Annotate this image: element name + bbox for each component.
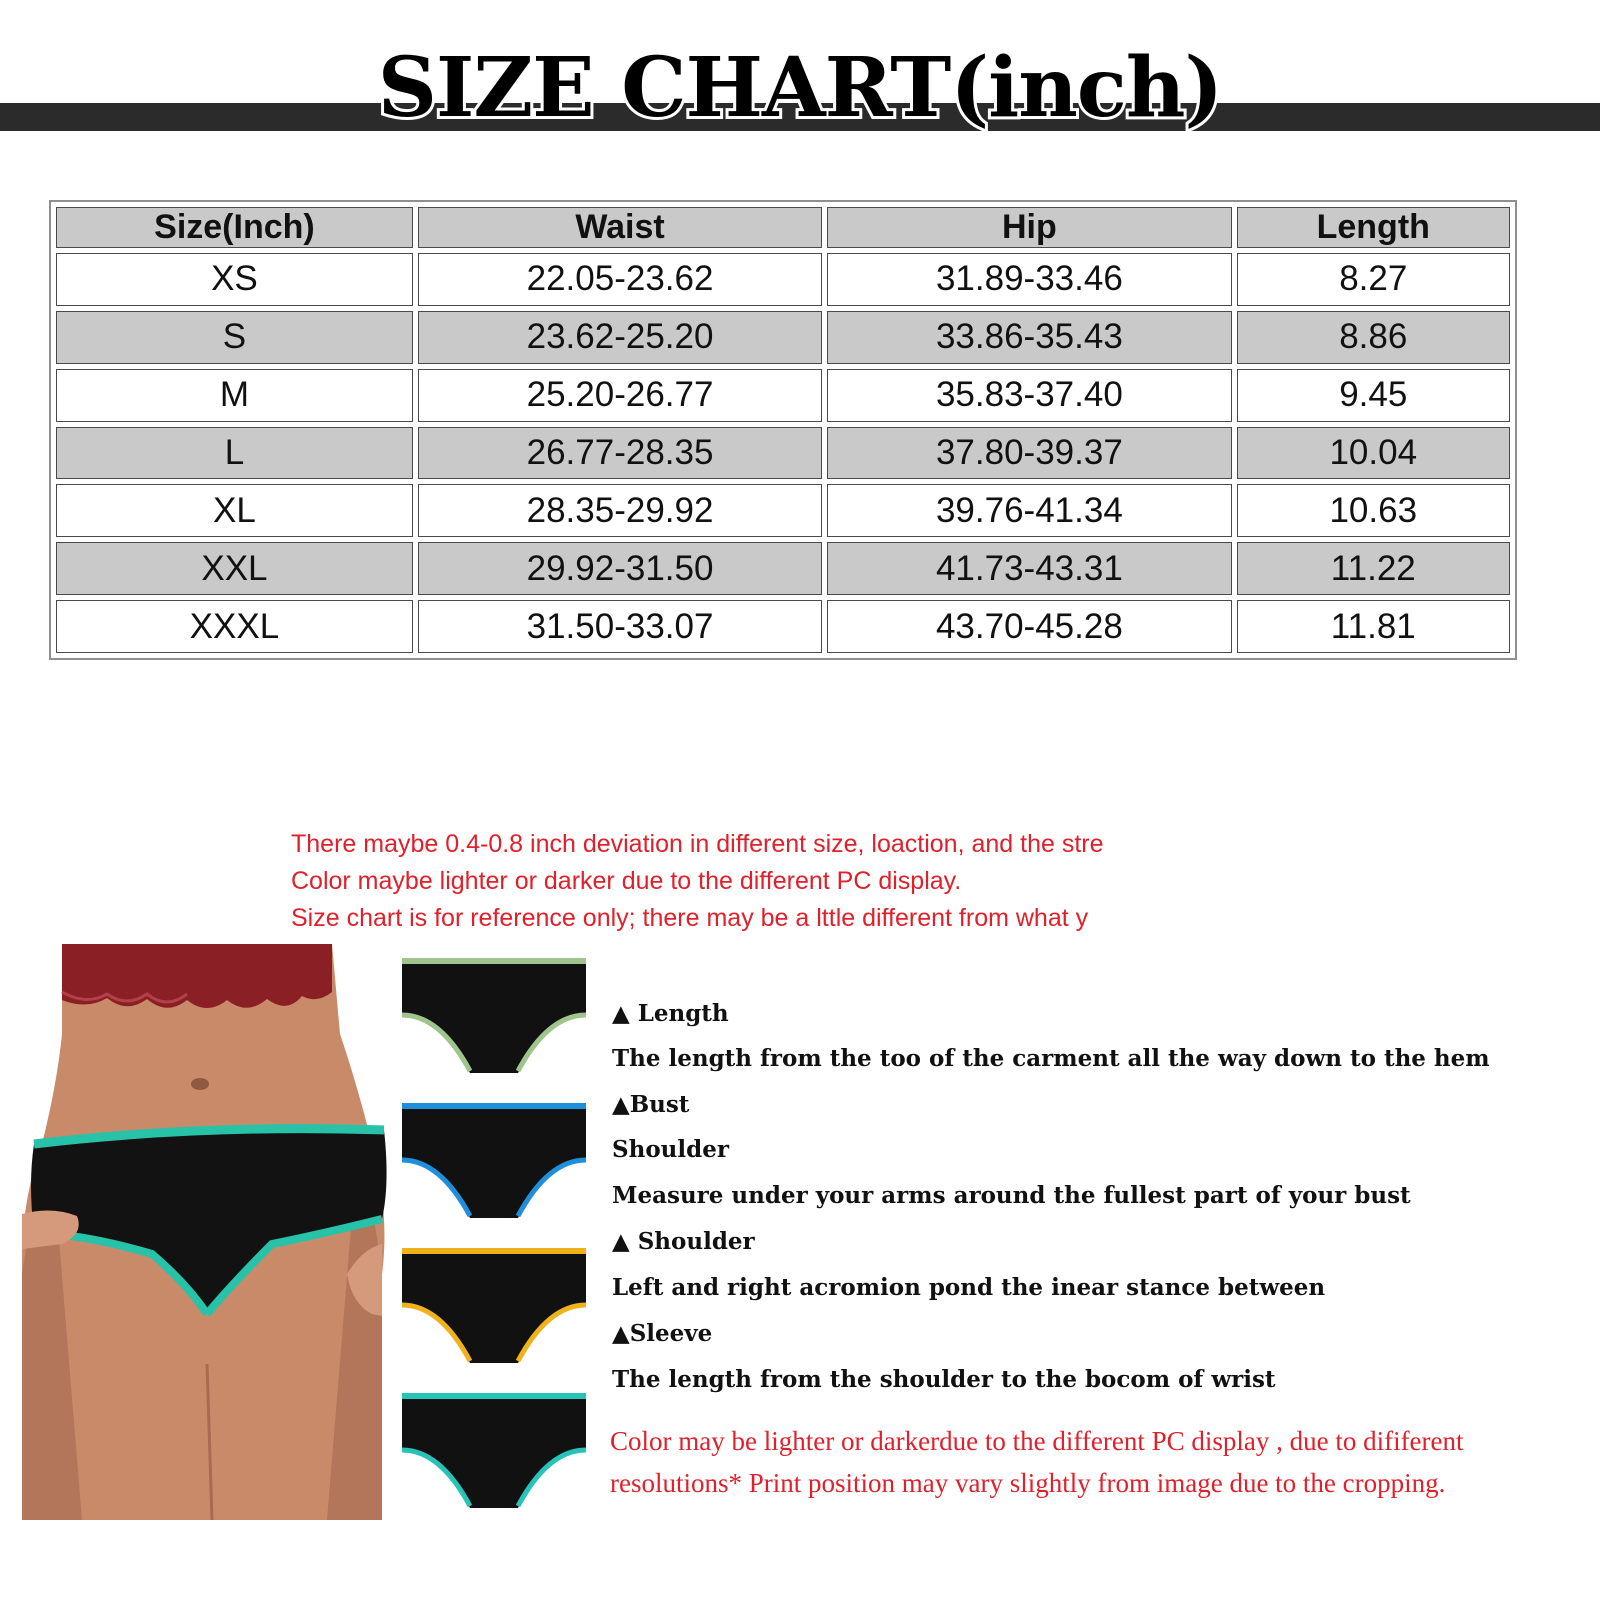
header-length: Length	[1237, 207, 1510, 248]
cell-size: XXXL	[56, 600, 413, 653]
table-row	[56, 369, 1510, 422]
cell-size: L	[56, 427, 413, 480]
cell-size: S	[56, 311, 413, 364]
cell-waist: 22.05-23.62	[418, 253, 822, 306]
table-row	[56, 427, 1510, 480]
deviation-notes	[291, 826, 1149, 942]
shoulder-heading: ▲ Shoulder	[612, 1228, 755, 1255]
cell-length: 11.81	[1237, 600, 1510, 653]
bust-subheading: Shoulder	[612, 1136, 729, 1163]
cell-waist: 25.20-26.77	[418, 369, 822, 422]
cell-hip: 43.70-45.28	[827, 600, 1231, 653]
color-disclaimer	[610, 1420, 1560, 1504]
cell-hip: 39.76-41.34	[827, 484, 1231, 537]
table-header-row	[56, 207, 1510, 248]
cell-hip: 35.83-37.40	[827, 369, 1231, 422]
swatch-yellow-trim	[398, 1245, 590, 1365]
disclaimer-line: resolutions* Print position may vary slightly from image due to the cropping.	[610, 1468, 1446, 1498]
cell-hip: 31.89-33.46	[827, 253, 1231, 306]
table-row	[56, 542, 1510, 595]
cell-hip: 37.80-39.37	[827, 427, 1231, 480]
size-table	[51, 202, 1515, 658]
bust-description: Measure under your arms around the fullest part of your bust	[612, 1182, 1411, 1209]
header-size: Size(Inch)	[56, 207, 413, 248]
cell-length: 9.45	[1237, 369, 1510, 422]
swatch-green-trim	[398, 955, 590, 1075]
cell-length: 10.63	[1237, 484, 1510, 537]
cell-hip: 33.86-35.43	[827, 311, 1231, 364]
table-row	[56, 311, 1510, 364]
header-waist: Waist	[418, 207, 822, 248]
page-title: SIZE CHART(inch)	[377, 40, 1223, 136]
cell-hip: 41.73-43.31	[827, 542, 1231, 595]
shoulder-description: Left and right acromion pond the inear stance between	[612, 1274, 1326, 1301]
bust-heading: ▲Bust	[612, 1091, 690, 1118]
table-row	[56, 600, 1510, 653]
cell-waist: 29.92-31.50	[418, 542, 822, 595]
length-heading: ▲ Length	[612, 1000, 729, 1027]
cell-length: 11.22	[1237, 542, 1510, 595]
header-hip: Hip	[827, 207, 1231, 248]
table-row	[56, 484, 1510, 537]
cell-length: 8.86	[1237, 311, 1510, 364]
cell-size: XL	[56, 484, 413, 537]
cell-length: 8.27	[1237, 253, 1510, 306]
cell-waist: 28.35-29.92	[418, 484, 822, 537]
note-line: Color maybe lighter or darker due to the different PC display.	[291, 867, 962, 895]
cell-waist: 31.50-33.07	[418, 600, 822, 653]
note-line: There maybe 0.4-0.8 inch deviation in different size, loaction, and the stre	[291, 830, 1104, 858]
swatch-blue-trim	[398, 1100, 590, 1220]
size-chart-table	[49, 200, 1517, 660]
cell-size: XXL	[56, 542, 413, 595]
cell-waist: 26.77-28.35	[418, 427, 822, 480]
sleeve-description: The length from the shoulder to the bocom of wrist	[612, 1366, 1276, 1393]
table-row	[56, 253, 1510, 306]
cell-length: 10.04	[1237, 427, 1510, 480]
swatch-teal-trim	[398, 1390, 590, 1510]
disclaimer-line: Color may be lighter or darkerdue to the different PC display , due to dififerent	[610, 1426, 1464, 1456]
cell-size: M	[56, 369, 413, 422]
cell-size: XS	[56, 253, 413, 306]
note-line: Size chart is for reference only; there may be a lttle different from what y	[291, 904, 1089, 932]
sleeve-heading: ▲Sleeve	[612, 1320, 713, 1347]
model-photo	[22, 944, 392, 1520]
length-description: The length from the too of the carment all the way down to the hem	[612, 1045, 1490, 1072]
cell-waist: 23.62-25.20	[418, 311, 822, 364]
